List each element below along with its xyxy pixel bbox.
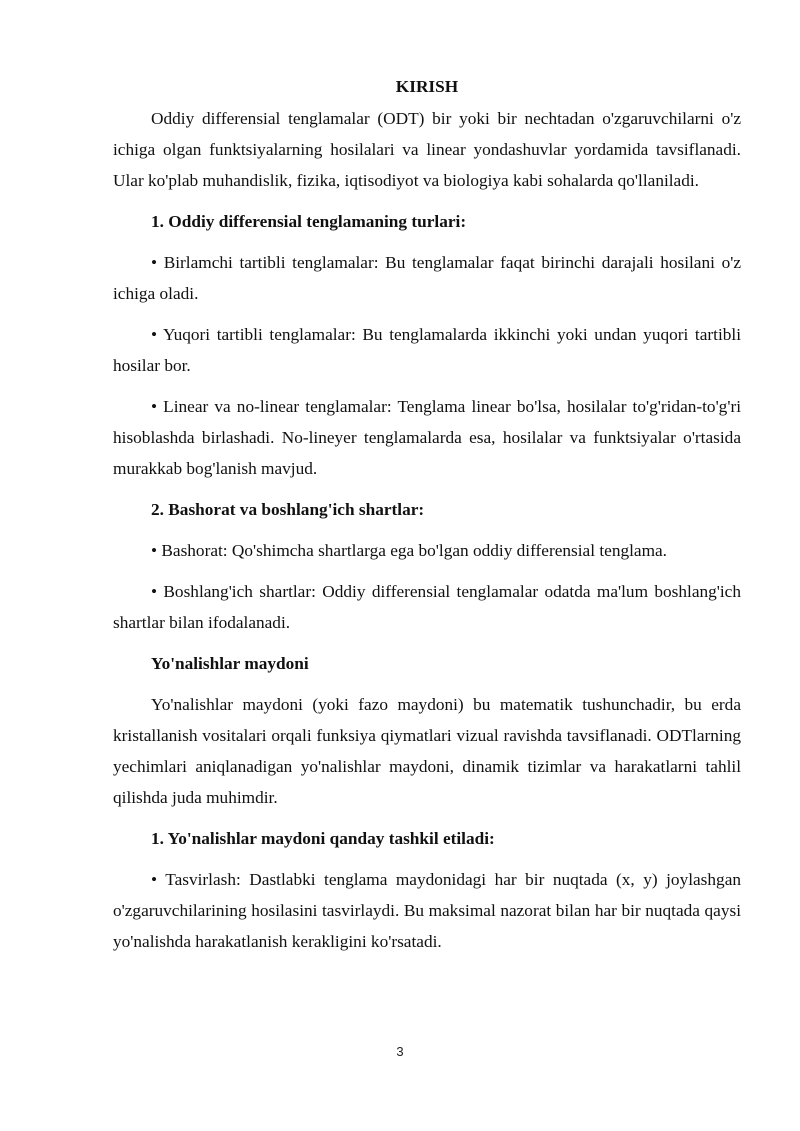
section-heading: 1. Yo'nalishlar maydoni qanday tashkil etiladi: xyxy=(151,829,495,848)
list-item: • Bashorat: Qo'shimcha shartlarga ega bo'lgan oddiy differensial tenglama. xyxy=(151,541,668,560)
list-item: • Linear va no-linear tenglamalar: Tenglama linear bo'lsa, hosilalar to'g'ridan-to'g'ri hisoblashda birlashadi. No-lineyer tenglamalarda esa, hosilalar va funktsiyalar o'rtasida murakkab bog'lanish mavjud. xyxy=(113,397,741,478)
section-heading: 1. Oddiy differensial tenglamaning turlari: xyxy=(151,212,467,231)
page-content xyxy=(113,74,741,967)
section-heading: Yo'nalishlar maydoni xyxy=(151,654,309,673)
page-title: KIRISH xyxy=(395,77,459,96)
list-item: • Birlamchi tartibli tenglamalar: Bu tenglamalar faqat birinchi darajali hosilani o'z ichiga oladi. xyxy=(113,253,741,303)
list-item: • Boshlang'ich shartlar: Oddiy differensial tenglamalar odatda ma'lum boshlang'ich shartlar bilan ifodalanadi. xyxy=(113,582,741,632)
intro-paragraph: Oddiy differensial tenglamalar (ODT) bir yoki bir nechtadan o'zgaruvchilarni o'z ichiga olgan funktsiyalarning hosilalari va linear yondashuvlar yordamida tavsiflanadi. Ular ko'plab muhandislik, fizika, iqtisodiyot va biologiya kabi sohalarda qo'llaniladi. xyxy=(113,109,741,190)
section-heading: 2. Bashorat va boshlang'ich shartlar: xyxy=(151,500,425,519)
page-number: 3 xyxy=(396,1044,404,1059)
list-item: • Tasvirlash: Dastlabki tenglama maydonidagi har bir nuqtada (x, y) joylashgan o'zgaruvchilarining hosilasini tasvirlaydi. Bu maksimal nazorat bilan har bir nuqtada qaysi yo'nalishda harakatlanish kerakligini ko'rsatadi. xyxy=(113,870,741,951)
body-paragraph: Yo'nalishlar maydoni (yoki fazo maydoni) bu matematik tushunchadir, bu erda kristallanish vositalari orqali funksiya qiymatlari vizual ravishda tavsiflanadi. ODTlarning yechimlari aniqlanadigan yo'nalishlar maydoni, dinamik tizimlar va harakatlarni tahlil qilishda juda muhimdir. xyxy=(113,695,741,807)
list-item: • Yuqori tartibli tenglamalar: Bu tenglamalarda ikkinchi yoki undan yuqori tartibli hosilar bor. xyxy=(113,325,741,375)
